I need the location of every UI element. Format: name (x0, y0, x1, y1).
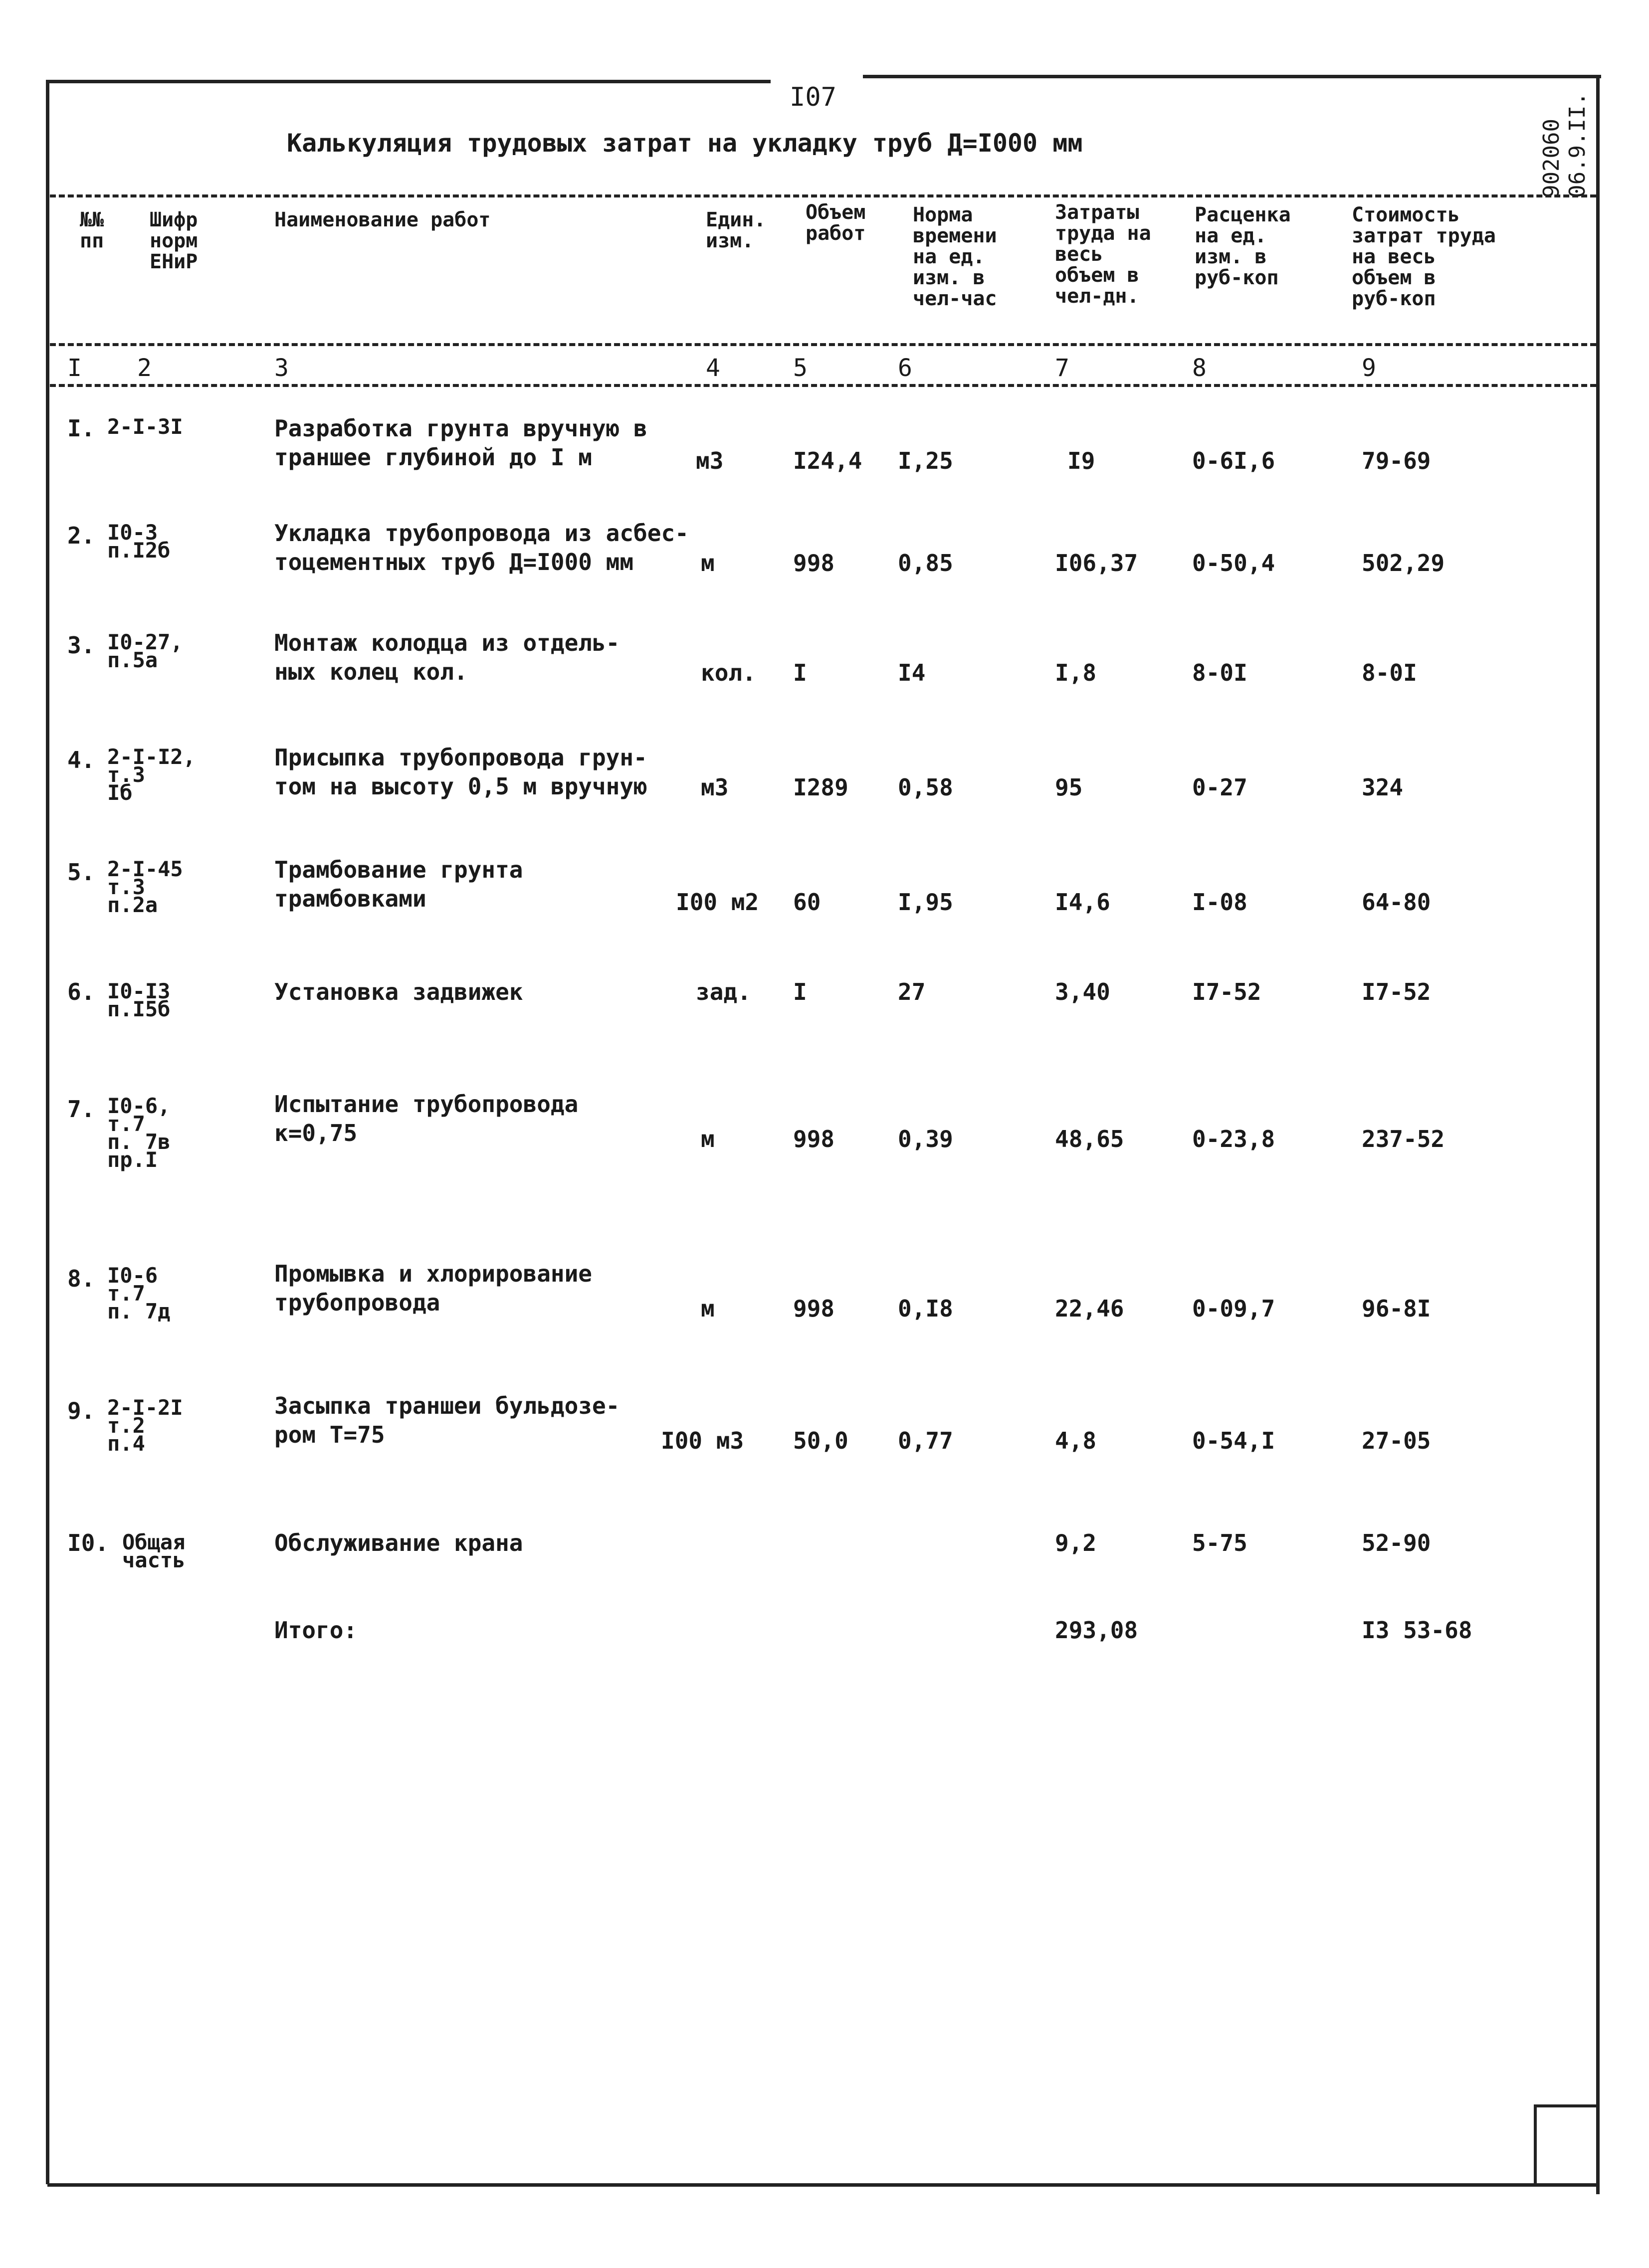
row-code: Общая часть (122, 1530, 186, 1572)
row-unit: I00 м2 (676, 889, 759, 916)
row-unit: зад. (696, 978, 751, 1005)
column-number: 4 (706, 354, 720, 382)
row-code: I0-6 т.7 п. 7д (107, 1263, 171, 1323)
row-work-name: Монтаж колодца из отдель- ных колец кол. (274, 629, 620, 685)
row-number: 6. (67, 978, 95, 1005)
row-work-name: Испытание трубопровода к=0,75 (274, 1091, 579, 1146)
document-title: Калькуляция трудовых затрат на укладку труб Д=I000 мм (287, 129, 1083, 158)
row-number: 7. (67, 1096, 95, 1123)
row-rate: 0-23,8 (1192, 1126, 1275, 1152)
row-labor: I06,37 (1055, 550, 1138, 576)
header-code: Шифр норм ЕНиР (150, 208, 198, 273)
row-cost: 502,29 (1362, 550, 1445, 576)
row-number: 9. (67, 1397, 95, 1424)
row-cost: 8-0I (1362, 659, 1417, 686)
row-cost: I7-52 (1362, 978, 1431, 1005)
row-rate: 0-6I,6 (1192, 447, 1275, 474)
column-number: 6 (898, 354, 912, 382)
header-num: №№ пп (80, 208, 104, 252)
frame-left-border (46, 80, 49, 2184)
column-number: I (67, 354, 82, 382)
corner-mark (1534, 2104, 1537, 2184)
column-number: 7 (1055, 354, 1069, 382)
row-rate: 0-27 (1192, 774, 1247, 801)
row-volume: I (793, 978, 807, 1005)
row-rate: 8-0I (1192, 659, 1247, 686)
header-volume: Объем работ (806, 201, 866, 245)
row-labor: I4,6 (1055, 889, 1110, 916)
column-number: 5 (793, 354, 808, 382)
row-cost: 64-80 (1362, 889, 1431, 916)
row-work-name: Укладка трубопровода из асбес- тоцементных труб Д=I000 мм (274, 520, 689, 575)
row-volume: 998 (793, 1295, 835, 1322)
row-labor: 48,65 (1055, 1126, 1124, 1152)
row-norm: 0,58 (898, 774, 953, 801)
row-number: 8. (67, 1265, 95, 1292)
row-cost: 96-8I (1362, 1295, 1431, 1322)
row-labor: 9,2 (1055, 1529, 1097, 1556)
row-code: I0-3 п.I2б (107, 520, 171, 563)
row-rate: I-08 (1192, 889, 1247, 916)
row-number: 3. (67, 632, 95, 659)
corner-mark-h (1534, 2104, 1596, 2107)
row-unit: I00 м3 (661, 1427, 744, 1454)
row-unit: м3 (701, 774, 729, 801)
stamp-line-2: 06.9.II. (1565, 92, 1590, 198)
row-number: I. (67, 415, 95, 442)
archive-stamp (1539, 92, 1589, 198)
row-rate: 0-09,7 (1192, 1295, 1275, 1322)
row-rate: 0-50,4 (1192, 550, 1275, 576)
row-rate: I7-52 (1192, 978, 1261, 1005)
row-unit: м (701, 1295, 715, 1322)
row-norm: 0,I8 (898, 1295, 953, 1322)
header-norm: Норма времени на ед. изм. в чел-час (913, 203, 997, 310)
row-code: I0-27, п.5а (107, 630, 183, 672)
row-work-name: Присыпка трубопровода грун- том на высоту 0,5 м вручную (274, 744, 647, 800)
row-norm: I,95 (898, 889, 953, 916)
total-label: Итого: (274, 1617, 358, 1644)
row-rate: 5-75 (1192, 1529, 1247, 1556)
row-labor: 4,8 (1055, 1427, 1097, 1454)
row-volume: 998 (793, 550, 835, 576)
page-number: I07 (790, 82, 836, 112)
row-volume: I (793, 659, 807, 686)
row-cost: 79-69 (1362, 447, 1431, 474)
row-labor: I9 (1067, 447, 1095, 474)
row-cost: 52-90 (1362, 1529, 1431, 1556)
header-rate: Расценка на ед. изм. в руб-коп (1195, 203, 1291, 289)
row-cost: 324 (1362, 774, 1404, 801)
row-work-name: Засыпка траншеи бульдозе- ром Т=75 (274, 1392, 620, 1448)
row-volume: I289 (793, 774, 848, 801)
row-norm: I4 (898, 659, 926, 686)
row-unit: м3 (696, 447, 724, 474)
row-cost: 237-52 (1362, 1126, 1445, 1152)
frame-top-border (47, 80, 771, 83)
row-work-name: Обслуживание крана (274, 1529, 523, 1556)
frame-bottom-border (47, 2183, 1599, 2187)
row-norm: 0,39 (898, 1126, 953, 1152)
row-norm: I,25 (898, 447, 953, 474)
frame-top-border-right (863, 75, 1601, 78)
row-code: 2-I-2I т.2 п.4 (107, 1395, 183, 1456)
row-code: 2-I-45 т.3 п.2а (107, 857, 183, 917)
row-number: 2. (67, 522, 95, 549)
header-bottom-rule (50, 343, 1596, 346)
row-labor: 22,46 (1055, 1295, 1124, 1322)
row-unit: кол. (701, 659, 756, 686)
row-number: 4. (67, 747, 95, 773)
row-work-name: Трамбование грунта трамбовками (274, 856, 523, 912)
row-code: 2-I-3I (107, 414, 183, 439)
column-number: 3 (274, 354, 289, 382)
row-norm: 0,77 (898, 1427, 953, 1454)
header-unit: Един. изм. (706, 208, 766, 252)
header-labor: Затраты труда на весь объем в чел-дн. (1055, 201, 1151, 308)
row-cost: 27-05 (1362, 1427, 1431, 1454)
row-labor: I,8 (1055, 659, 1097, 686)
row-number: 5. (67, 859, 95, 886)
header-cost: Стоимость затрат труда на весь объем в руб-коп (1352, 203, 1496, 310)
column-number-rule (50, 384, 1596, 387)
row-volume: I24,4 (793, 447, 862, 474)
row-number: I0. (67, 1529, 109, 1556)
row-unit: м (701, 1126, 715, 1152)
total-cost: I3 53-68 (1362, 1617, 1472, 1644)
stamp-line-1: 902060 (1539, 118, 1564, 198)
row-labor: 3,40 (1055, 978, 1110, 1005)
row-unit: м (701, 550, 715, 576)
header-name: Наименование работ (274, 208, 491, 231)
row-code: I0-I3 п.I5б (107, 979, 171, 1021)
header-top-rule (50, 194, 1596, 197)
row-volume: 50,0 (793, 1427, 848, 1454)
row-work-name: Разработка грунта вручную в траншее глубиной до I м (274, 415, 647, 471)
row-volume: 998 (793, 1126, 835, 1152)
column-number: 2 (137, 354, 152, 382)
row-work-name: Установка задвижек (274, 978, 523, 1005)
frame-right-border (1596, 75, 1600, 2194)
column-number: 8 (1192, 354, 1207, 382)
row-rate: 0-54,I (1192, 1427, 1275, 1454)
row-volume: 60 (793, 889, 821, 916)
row-code: I0-6, т.7 п. 7в пр.I (107, 1094, 171, 1172)
row-labor: 95 (1055, 774, 1083, 801)
total-labor: 293,08 (1055, 1617, 1138, 1644)
row-work-name: Промывка и хлорирование трубопровода (274, 1260, 592, 1316)
column-number: 9 (1362, 354, 1376, 382)
row-norm: 0,85 (898, 550, 953, 576)
row-norm: 27 (898, 978, 926, 1005)
row-code: 2-I-I2, т.3 Iб (107, 745, 196, 805)
